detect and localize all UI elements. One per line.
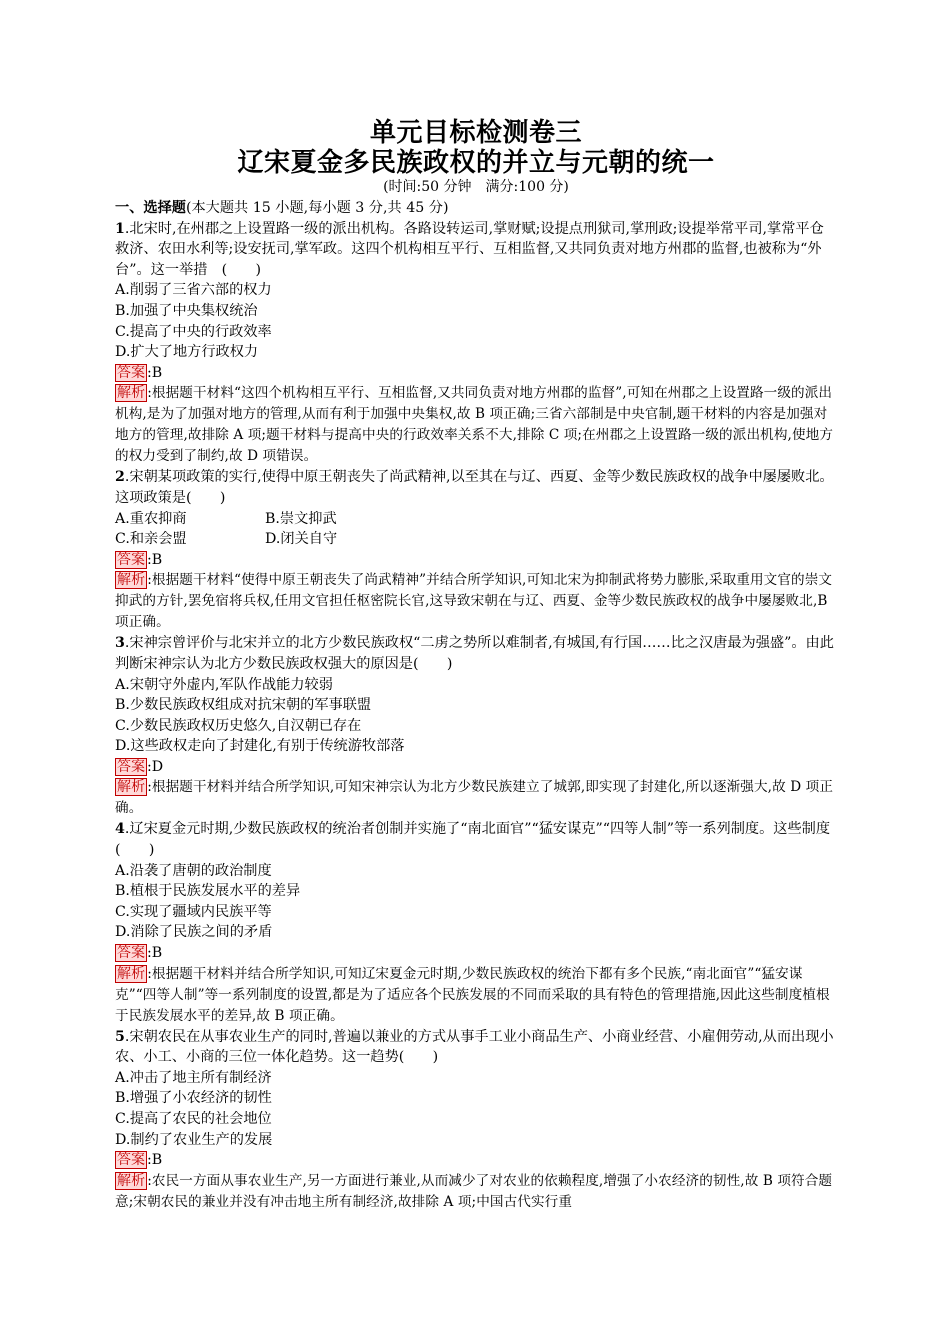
option-b: B.增强了小农经济的韧性: [115, 1090, 272, 1107]
answer-value: D: [151, 758, 164, 775]
question-stem: [115, 633, 837, 674]
option-row: [115, 509, 837, 530]
option-b: B.崇文抑武: [265, 510, 337, 527]
answer-tag: 答案: [117, 551, 145, 568]
question-number: 2: [115, 469, 125, 486]
answer-line: 答案 :B: [117, 1152, 163, 1169]
option-c: C.少数民族政权历史悠久,自汉朝已存在: [115, 717, 362, 734]
question-number: 5: [115, 1028, 125, 1045]
option-b: B.加强了中央集权统治: [115, 302, 258, 319]
analysis-line: 解析 :根据题干材料“使得中原王朝丧失了尚武精神”并结合所学知识,可知北宋为抑制武将势力膨胀,采取重用文官的崇文抑武的方针,罢免宿将兵权,任用文官担任枢密院长官,这导致宋朝在与辽、西夏、金等少数民族政权的战争中屡屡败北,B 项正确。: [115, 572, 833, 631]
option-b: B.植根于民族发展水平的差异: [115, 883, 301, 900]
question-number: 1: [115, 220, 125, 237]
option-c: C.和亲会盟: [115, 531, 187, 548]
analysis-tag: 解析: [117, 572, 146, 589]
answer-line: 答案 :B: [117, 945, 163, 962]
option-a: A.冲击了地主所有制经济: [115, 1069, 272, 1086]
analysis-tag: 解析: [117, 1172, 146, 1189]
answer-line: 答案 :D: [117, 758, 164, 775]
question-text: .宋朝农民在从事农业生产的同时,普遍以兼业的方式从事手工业小商品生产、小商业经营、小雇佣劳动,从而出现小农、小工、小商的三位一体化趋势。这一趋势( ): [115, 1028, 834, 1066]
section-title: 一、选择题: [115, 200, 186, 216]
answer-tag: 答案: [117, 364, 145, 381]
option-a: A.削弱了三省六部的权力: [115, 282, 272, 299]
question-text: .辽宋夏金元时期,少数民族政权的统治者创制并实施了“南北面官”“猛安谋克”“四等人制”等一系列制度。这些制度( ): [115, 821, 831, 859]
option-a: A.重农抑商: [115, 510, 187, 527]
question-block: [115, 1027, 837, 1213]
question-stem: [115, 1027, 837, 1068]
question-block: [115, 819, 837, 1026]
analysis-tag: 解析: [117, 965, 146, 982]
option-c: C.提高了农民的社会地位: [115, 1111, 272, 1127]
question-block: [115, 633, 837, 819]
answer-tag: 答案: [117, 1152, 145, 1169]
answer-line: 答案 :B: [117, 364, 163, 381]
analysis-text: 农民一方面从事农业生产,另一方面进行兼业,从而减少了对农业的依赖程度,增强了小农经济的韧性,故 B 项符合题意;宋朝农民的兼业并没有冲击地主所有制经济,故排除 A 项;中国古代实行重: [115, 1172, 833, 1210]
answer-value: B: [151, 1152, 163, 1169]
option-d: D.消除了民族之间的矛盾: [115, 924, 273, 941]
option-d: D.制约了农业生产的发展: [115, 1131, 273, 1148]
question-text: .北宋时,在州郡之上设置路一级的派出机构。各路设转运司,掌财赋;设提点刑狱司,掌刑政;设提举常平司,掌常平仓救济、农田水利等;设安抚司,掌军政。这四个机构相互平行、互相监督,又共同负责对地方州郡的监督,也被称为“外台”。这一举措 ( ): [115, 220, 824, 278]
section-heading: [115, 198, 837, 219]
answer-value: B: [151, 551, 163, 568]
answer-tag: 答案: [117, 758, 145, 775]
question-block: [115, 219, 837, 468]
analysis-tag: 解析: [117, 779, 146, 796]
document-page: [115, 118, 837, 1213]
question-number: 4: [115, 821, 125, 838]
analysis-line: 解析 :根据题干材料“这四个机构相互平行、互相监督,又共同负责对地方州郡的监督”,可知在州郡之上设置路一级的派出机构,是为了加强对地方的管理,从而有利于加强中央集权,故 B 项正确;三省六部制是中央官制,题干材料的内容是加强对地方的管理,故排除 A 项;题干材料与提高中央的行政效率关系不大,排除 C 项;在州郡之上设置路一级的派出机构,使地方的权力受到了制约,故 D 项错误。: [115, 385, 834, 465]
analysis-tag: 解析: [117, 385, 146, 402]
question-number: 3: [115, 635, 125, 652]
option-d: D.这些政权走向了封建化,有别于传统游牧部落: [115, 738, 405, 755]
answer-value: B: [151, 364, 163, 381]
title-line-2: 辽宋夏金多民族政权的并立与元朝的统一: [237, 148, 715, 178]
option-c: C.提高了中央的行政效率: [115, 323, 272, 340]
analysis-text: 根据题干材料并结合所学知识,可知宋神宗认为北方少数民族建立了城郭,即实现了封建化,所以逐渐强大,故 D 项正确。: [115, 779, 834, 817]
option-b: B.少数民族政权组成对抗宋朝的军事联盟: [115, 697, 372, 714]
question-text: .宋神宗曾评价与北宋并立的北方少数民族政权“二虏之势所以难制者,有城国,有行国……比之汉唐最为强盛”。由此判断宋神宗认为北方少数民族政权强大的原因是( ): [115, 635, 834, 672]
analysis-text: 根据题干材料“这四个机构相互平行、互相监督,又共同负责对地方州郡的监督”,可知在州郡之上设置路一级的派出机构,是为了加强对地方的管理,从而有利于加强中央集权,故 B 项正确;三省六部制是中央官制,题干材料的内容是加强对地方的管理,故排除 A 项;题干材料与提高中央的行政效率关系不大,排除 C 项;在州郡之上设置路一级的派出机构,使地方的权力受到了制约,故 D 项错误。: [115, 385, 834, 465]
analysis-line: 解析 :农民一方面从事农业生产,另一方面进行兼业,从而减少了对农业的依赖程度,增强了小农经济的韧性,故 B 项符合题意;宋朝农民的兼业并没有冲击地主所有制经济,故排除 A 项;中国古代实行重: [115, 1172, 833, 1210]
question-text: .宋朝某项政策的实行,使得中原王朝丧失了尚武精神,以至其在与辽、西夏、金等少数民族政权的战争中屡屡败北。这项政策是( ): [115, 469, 834, 506]
analysis-text: 根据题干材料并结合所学知识,可知辽宋夏金元时期,少数民族政权的统治下都有多个民族,“南北面官”“猛安谋克”“四等人制”等一系列制度的设置,都是为了适应各个民族发展的不同而采取的具有特色的管理措施,因此这些制度植根于民族发展水平的差异,故 B 项正确。: [115, 965, 830, 1024]
answer-tag: 答案: [117, 945, 145, 962]
question-block: [115, 467, 837, 633]
option-a: A.宋朝守外虚内,军队作战能力较弱: [115, 676, 333, 693]
question-stem: [115, 219, 837, 281]
analysis-line: 解析 :根据题干材料并结合所学知识,可知辽宋夏金元时期,少数民族政权的统治下都有多个民族,“南北面官”“猛安谋克”“四等人制”等一系列制度的设置,都是为了适应各个民族发展的不同而采取的具有特色的管理措施,因此这些制度植根于民族发展水平的差异,故 B 项正确。: [115, 965, 830, 1024]
question-stem: [115, 467, 837, 508]
question-stem: [115, 819, 837, 860]
option-d: D.闭关自守: [265, 531, 338, 548]
exam-info: (时间:50 分钟 满分:100 分): [383, 179, 569, 195]
title-line-1: 单元目标检测卷三: [369, 118, 582, 148]
answer-line: 答案 :B: [117, 551, 163, 568]
section-note: (本大题共 15 小题,每小题 3 分,共 45 分): [185, 200, 449, 216]
answer-value: B: [151, 945, 163, 962]
analysis-text: 根据题干材料“使得中原王朝丧失了尚武精神”并结合所学知识,可知北宋为抑制武将势力膨胀,采取重用文官的崇文抑武的方针,罢免宿将兵权,任用文官担任枢密院长官,这导致宋朝在与辽、西夏、金等少数民族政权的战争中屡屡败北,B 项正确。: [115, 572, 833, 631]
option-d: D.扩大了地方行政权力: [115, 344, 259, 361]
option-row: [115, 529, 837, 550]
analysis-line: 解析 :根据题干材料并结合所学知识,可知宋神宗认为北方少数民族建立了城郭,即实现了封建化,所以逐渐强大,故 D 项正确。: [115, 779, 834, 817]
option-c: C.实现了疆域内民族平等: [115, 903, 272, 920]
option-a: A.沿袭了唐朝的政治制度: [115, 862, 272, 879]
